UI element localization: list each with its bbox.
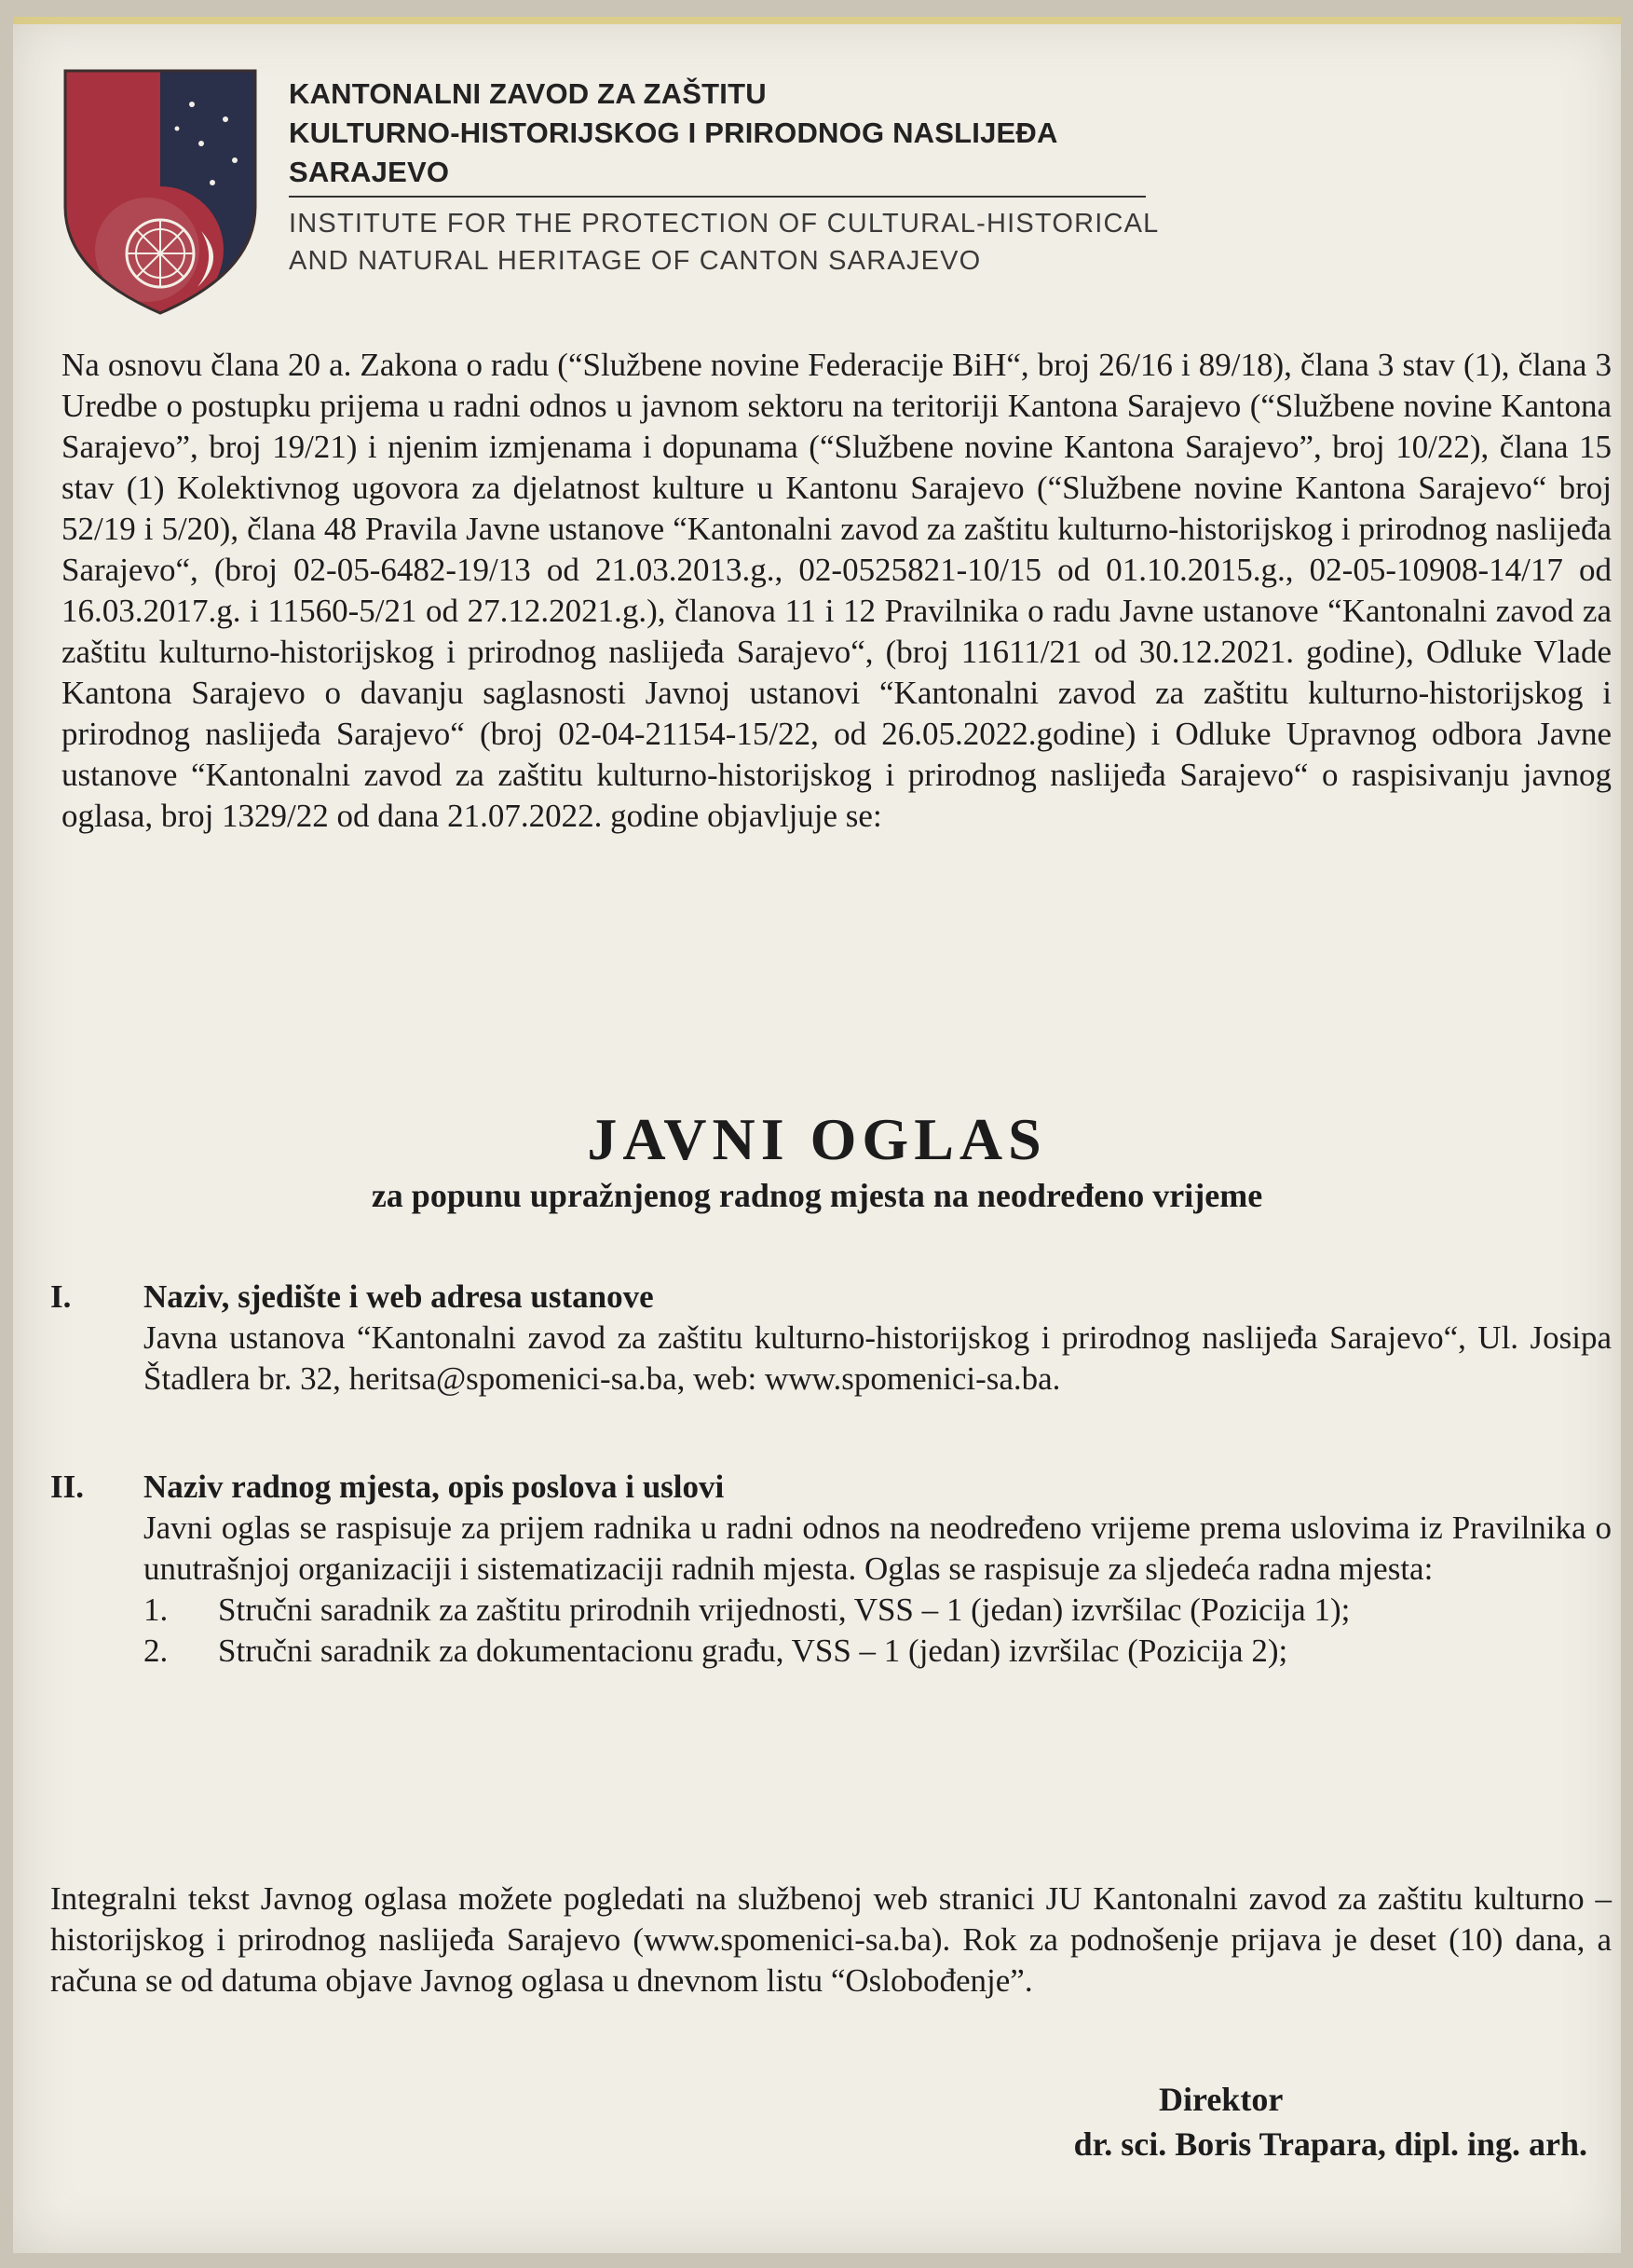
notice-title: JAVNI OGLAS [587,1106,1047,1172]
institution-english-line-1: INSTITUTE FOR THE PROTECTION OF CULTURAL-HISTORICAL [289,209,1160,239]
list-item-text: Stručni saradnik za dokumentacionu građu, VSS – 1 (jedan) izvršilac (Pozicija 2); [218,1633,1288,1669]
newspaper-clipping [13,17,1621,2253]
institution-name-line-1: KANTONALNI ZAVOD ZA ZAŠTITU [289,77,767,110]
institution-english-line-2: AND NATURAL HERITAGE OF CANTON SARAJEVO [289,246,982,276]
intro-paragraph: Na osnovu člana 20 a. Zakona o radu (“Službene novine Federacije BiH“, broj 26/16 i 89/18), člana 3 stav (1), člana 3 Uredbe o postupku prijema u radni odnos u javnom sektoru na teritoriji Kantona Sarajevo (“Službene novine Kantona Sarajevo”, broj 19/21) i njenim izmjenama i dopunama (“Službene novine Kantona Sarajevo”, broj 10/22), člana 15 stav (1) Kolektivnog ugovora za djelatnost kulture u Kantonu Sarajevo (“Službene novine Kantona Sarajevo“ broj 52/19 i 5/20), člana 48 Pravila Javne ustanove “Kantonalni zavod za zaštitu kulturno-historijskog i prirodnog naslijeđa Sarajevo“, (broj 02-05-6482-19/13 od 21.03.2013.g., 02-0525821-10/15 od 01.10.2015.g., 02-05-10908-14/17 od 16.03.2017.g. i 11560-5/21 od 27.12.2021.g.), članova 11 i 12 Pravilnika o radu Javne ustanove “Kantonalni zavod za zaštitu kulturno-historijskog i prirodnog naslijeđa Sarajevo“, (broj 11611/21 od 30.12.2021. godine), Odluke Vlade Kantona Sarajevo o davanju saglasnosti Javnoj ustanovi “Kantonalni zavod za zaštitu kulturno-historijskog i prirodnog naslijeđa Sarajevo“ (broj 02-04-21154-15/22, od 26.05.2022.godine) i Odluke Upravnog odbora Javne ustanove “Kantonalni zavod za zaštitu kulturno-historijskog i prirodnog naslijeđa Sarajevo“ o raspisivanju javnog oglasa, broj 1329/22 od dana 21.07.2022. godine objavljuje se: [61,347,1612,834]
institution-header [289,75,1160,280]
list-item [143,1631,1612,1672]
list-item-number: 1. [143,1592,169,1628]
list-item-number: 2. [143,1633,169,1669]
institution-name-line-2: KULTURNO-HISTORIJSKOG I PRIRODNOG NASLIJEĐA [289,116,1058,149]
closing-paragraph: Integralni tekst Javnog oglasa možete pogledati na službenoj web stranici JU Kantonalni zavod za zaštitu kulturno – historijskog i prirodnog naslijeđa Sarajevo (www.spomenici-sa.ba). Rok za podnošenje prijava je deset (10) dana, a računa se od datuma objave Javnog oglasa u dnevnom listu “Oslobođenje”. [50,1880,1612,1999]
canton-sarajevo-crest-logo [61,67,259,317]
list-item [143,1590,1612,1631]
section-2-text: Javni oglas se raspisuje za prijem radnika u radni odnos na neodređeno vrijeme prema uslovima iz Pravilnika o unutrašnjoj organizaciji i sistematizaciji radnih mjesta. Oglas se raspisuje za sljedeća radna mjesta: [143,1510,1612,1587]
section-1-text: Javna ustanova “Kantonalni zavod za zaštitu kulturno-historijskog i prirodnog naslijeđa Sarajevo“, Ul. Josipa Štadlera br. 32, heritsa@spomenici-sa.ba, web: www.spomenici-sa.ba. [143,1319,1612,1397]
section-1-heading: Naziv, sjedište i web adresa ustanove [143,1278,654,1315]
section-2-number: II. [50,1469,84,1505]
notice-subtitle: za popunu upražnjenog radnog mjesta na neodređeno vrijeme [371,1177,1263,1214]
section-2-heading: Naziv radnog mjesta, opis poslova i uslovi [143,1469,725,1505]
section-2 [50,1467,1612,1672]
position-list [143,1590,1612,1672]
header-divider [289,196,1146,198]
institution-name-line-3: SARAJEVO [289,156,450,188]
signature-role: Direktor [1159,2081,1284,2118]
top-edge-strip [13,17,1621,24]
list-item-text: Stručni saradnik za zaštitu prirodnih vrijednosti, VSS – 1 (jedan) izvršilac (Pozicija 1); [218,1592,1351,1628]
signature-name: dr. sci. Boris Trapara, dipl. ing. arh. [1073,2125,1587,2163]
section-1 [50,1277,1612,1400]
section-1-number: I. [50,1278,72,1315]
